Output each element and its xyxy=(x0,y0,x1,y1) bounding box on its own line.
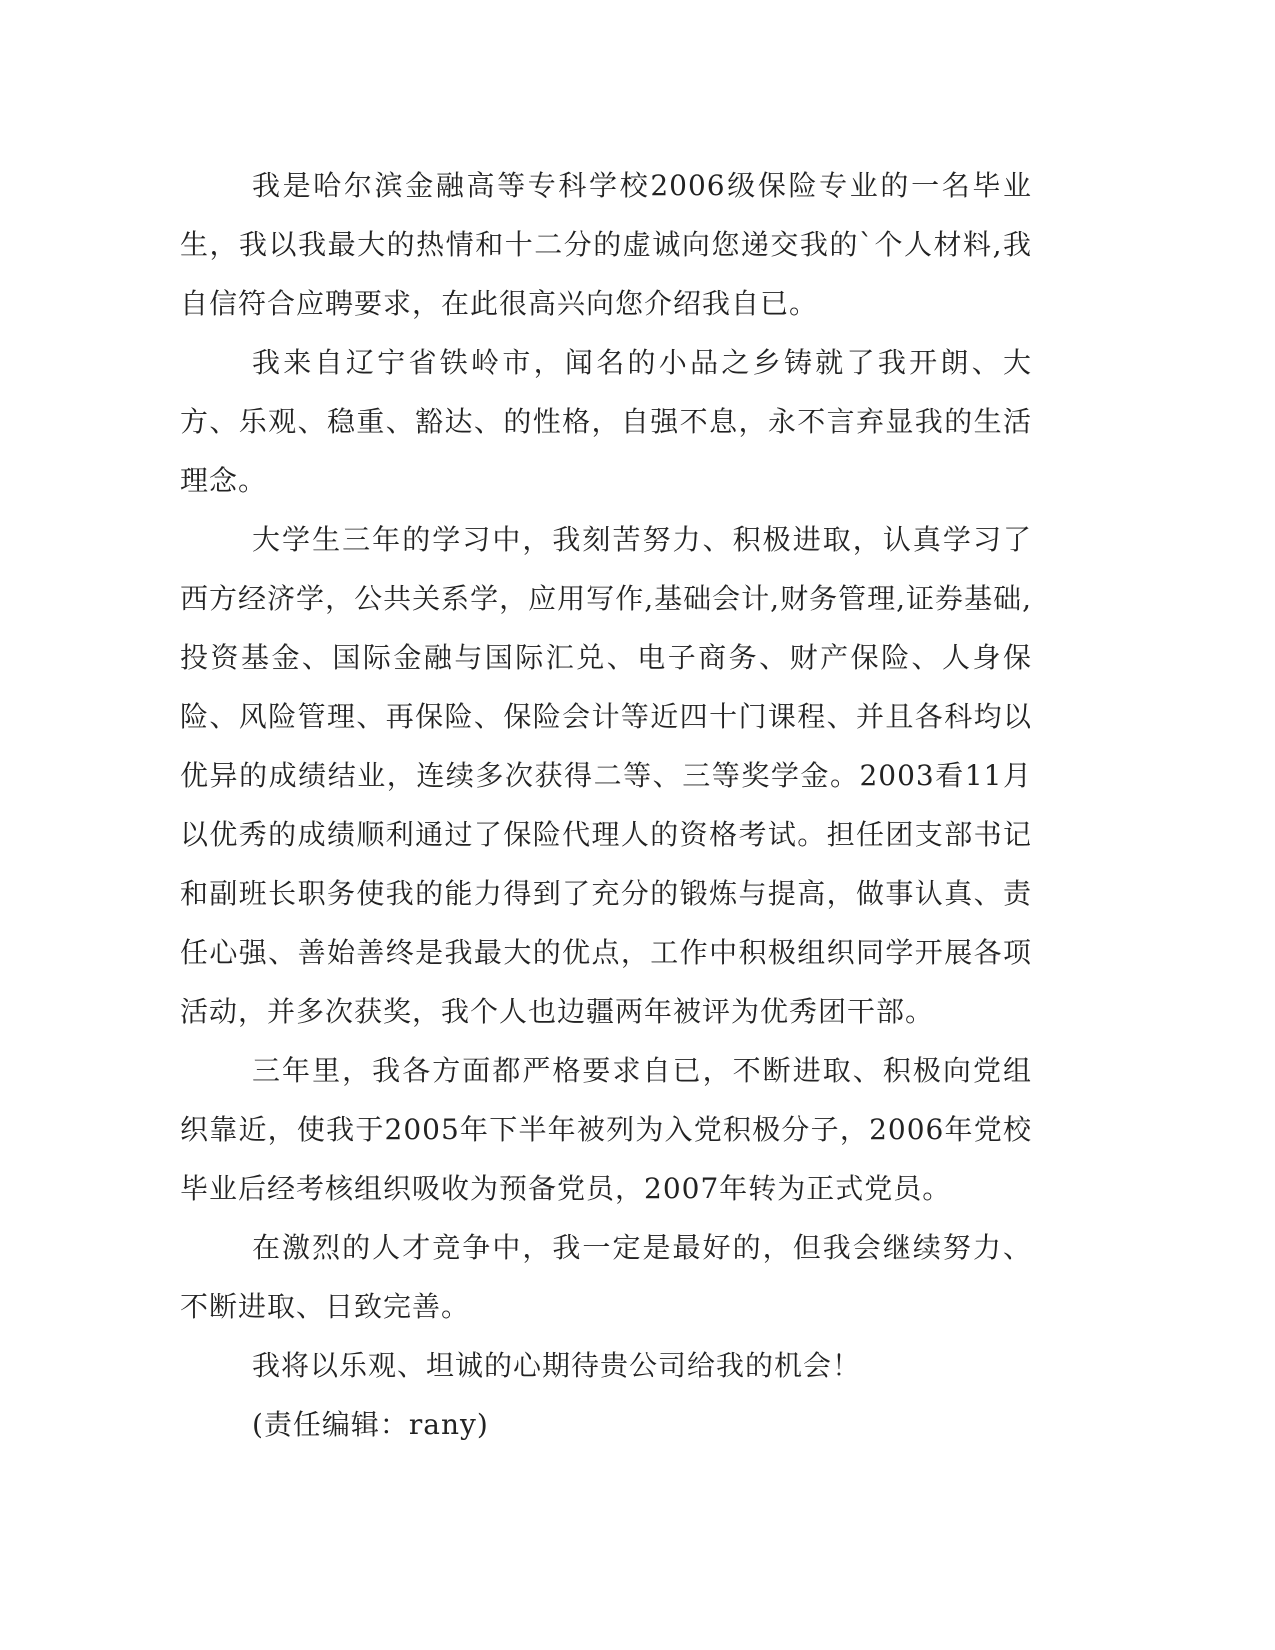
document-body xyxy=(180,156,1032,1454)
paragraph-competition: 在激烈的人才竞争中，我一定是最好的，但我会继续努力、不断进取、日致完善。 xyxy=(180,1231,1032,1323)
paragraph-party-membership: 三年里，我各方面都严格要求自已，不断进取、积极向党组织靠近，使我于2005年下半年被列为入党积极分子，2006年党校毕业后经考核组织吸收为预备党员，2007年转为正式党员。 xyxy=(180,1054,1032,1205)
paragraph-closing: 我将以乐观、坦诚的心期待贵公司给我的机会！ xyxy=(252,1349,862,1382)
paragraph-editor-note: (责任编辑：rany) xyxy=(252,1408,489,1441)
paragraph-introduction: 我是哈尔滨金融高等专科学校2006级保险专业的一名毕业生，我以我最大的热情和十二分的虚诚向您递交我的`个人材料,我自信符合应聘要求，在此很高兴向您介绍我自已。 xyxy=(180,169,1032,320)
paragraph-studies: 大学生三年的学习中，我刻苦努力、积极进取，认真学习了西方经济学，公共关系学，应用写作,基础会计,财务管理,证券基础,投资基金、国际金融与国际汇兑、电子商务、财产保险、人身保险、风险管理、再保险、保险会计等近四十门课程、并且各科均以优异的成绩结业，连续多次获得二等、三等奖学金。2003看11月以优秀的成绩顺利通过了保险代理人的资格考试。担任团支部书记和副班长职务使我的能力得到了充分的锻炼与提高，做事认真、责任心强、善始善终是我最大的优点，工作中积极组织同学开展各项活动，并多次获奖，我个人也边疆两年被评为优秀团干部。 xyxy=(180,523,1032,1028)
paragraph-hometown: 我来自辽宁省铁岭市，闻名的小品之乡铸就了我开朗、大方、乐观、稳重、豁达、的性格，自强不息，永不言弃显我的生活理念。 xyxy=(180,346,1032,497)
